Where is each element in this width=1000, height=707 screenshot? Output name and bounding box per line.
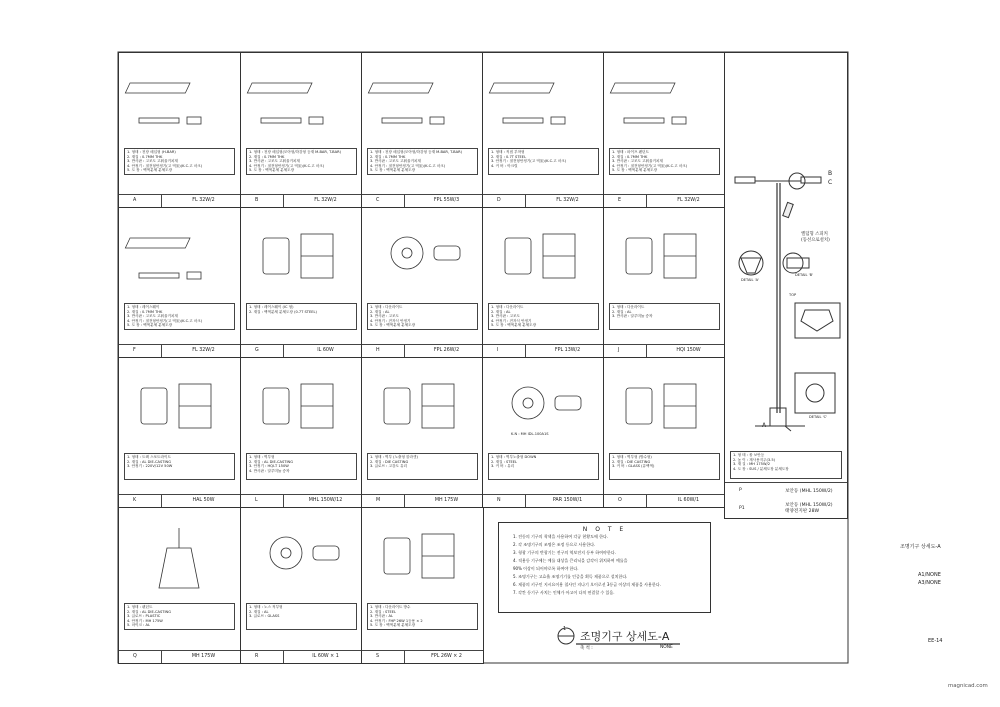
spec-line: 4. 커 버 : 아크릴 — [491, 163, 518, 168]
fixture-cell-j — [603, 207, 726, 358]
spec-line: 4. 안정기 : 전자식 안정기 — [370, 318, 411, 323]
fixture-name: FPL 26W × 2 — [431, 654, 462, 659]
footer-divider — [646, 495, 647, 507]
spec-line: 1. 형태 : 벽부형 — [249, 455, 275, 459]
spec-line: 5. 도 장 : 백색분체 분체도장 — [127, 323, 173, 328]
fixture-cell-g — [240, 207, 363, 358]
spec-box — [367, 603, 478, 630]
pole-name-p: 보안등 (MHL 150W/2) — [785, 489, 833, 494]
watermark: magnicad.com — [948, 683, 988, 689]
spec-line: 5. 도 장 : 백색분체 분체도장 — [612, 168, 658, 173]
fixture-sketch — [362, 208, 484, 298]
fixture-name: FL 32W/2 — [556, 198, 579, 203]
spec-line: 1. 형태 : 레이스웨이 — [127, 305, 160, 309]
footer-divider — [283, 345, 284, 357]
fixture-footer — [362, 650, 483, 663]
spec-line: 2. 재질 : STEEL — [491, 459, 518, 464]
fixture-sketch — [483, 53, 605, 143]
spec-box — [246, 603, 357, 630]
fixture-sketch — [119, 508, 241, 598]
pole-footer — [725, 482, 847, 521]
detail-c-label: DETAIL 'C' — [809, 415, 828, 419]
pole-spec-line: 3. 재 질 : MH 175W/2 — [733, 462, 771, 467]
fixture-cell-l — [240, 357, 363, 508]
spec-line: 1. 형태 : 트랙 스포트라이트 — [127, 455, 171, 459]
spec-line: 4. 안정기 : FHP 26W 1등용 × 2 — [370, 618, 423, 623]
fixture-footer — [604, 344, 725, 357]
spec-line: 2. 재질 : AL DIE-CASTING — [127, 609, 171, 614]
notes-list — [507, 533, 661, 597]
fixture-footer — [241, 650, 362, 663]
spec-line: 1. 형태 : 노스 직부형 — [249, 605, 283, 609]
pole-name-p1-solar: 태양전지판 28W — [785, 509, 820, 514]
spec-box — [246, 453, 357, 480]
spec-line: 3. 반사판 : 고조도 — [370, 314, 399, 319]
footer-divider — [525, 495, 526, 507]
fixture-name: HAL 50W — [192, 498, 215, 503]
title-number: 1 — [563, 626, 567, 632]
fixture-sketch — [119, 53, 241, 143]
spec-line: 2. 재질 : 0.7MM THK — [370, 154, 406, 159]
spec-line: 4. 안정기 : 전자식 안정기 — [491, 318, 532, 323]
spec-line: 1. 형태 : 천장 매입형 (H-BAR) — [127, 150, 176, 154]
fixture-code: S — [376, 654, 380, 659]
spec-line: 1. 형태 : 천장 매입형(모아형/하강형 등재 M-BAR, T-BAR) — [249, 150, 342, 154]
notes-box — [498, 522, 711, 613]
spec-line: 3. 반사판 : 고조도 고휘율거치재 — [249, 159, 300, 164]
fixture-name: FL 32W/2 — [192, 198, 215, 203]
footer-divider — [404, 345, 405, 357]
fixture-footer — [119, 650, 240, 663]
spec-line: 2. 재질 : AL DIE-CASTING — [249, 459, 293, 464]
fixture-sketch — [362, 53, 484, 143]
spec-box — [124, 603, 235, 630]
sheet-title: 조명기구 상세도-A — [580, 630, 670, 643]
note-item: 6. 제품의 키구인 지시요이용 철사인 지나기 오이로선 3등급 이상의 제품을 사용한다. — [513, 582, 661, 587]
footer-divider — [646, 345, 647, 357]
spec-line: 1. 형태 : 다운라이트 — [370, 305, 403, 309]
spec-line: 3. 안정기 : 220V/12V 50W — [127, 464, 173, 469]
fixture-code: Q — [133, 654, 137, 659]
speaker-label-2: (동선으로설치) — [801, 238, 830, 243]
spec-line: 5. 도 장 : 백색분체 분체도장 — [491, 323, 537, 328]
spec-line: 2. 재질 : AL — [370, 309, 390, 314]
footer-divider — [283, 651, 284, 663]
spec-line: 4. 안정기 : 절전형안정기(고 역율)(K.C.고 마크) — [370, 163, 446, 168]
spec-line: 3. 반사판 : 고조도 — [491, 314, 520, 319]
fixture-name: IL 60W × 1 — [312, 654, 339, 659]
fixture-sketch — [241, 508, 363, 598]
fixture-code: A — [133, 198, 137, 203]
pole-panel — [724, 52, 848, 519]
notes-header: N O T E — [582, 526, 627, 533]
spec-line: 2. 재질 : AL — [612, 309, 632, 314]
note-item: 4. 적용등 기구에는 예를 대상을 큰리닉을 감각이 위치하여 예를을 — [513, 558, 628, 563]
spec-line: 3. 글로브 : 고강도 유리 — [370, 464, 407, 469]
spec-line: 2. 재질 : 0.7MM THK — [127, 309, 163, 314]
fixture-footer — [119, 344, 240, 357]
pole-spec-box — [730, 451, 842, 479]
spec-line: 4. 반사판 : 알루미늄 증착 — [249, 468, 290, 473]
scale-value: NONE — [660, 645, 673, 650]
spec-line: 2. 재질 : STEEL — [370, 609, 397, 614]
spec-line: 2. 재질 : 0.7MM THK — [612, 154, 648, 159]
fixture-code: G — [255, 348, 259, 353]
fixture-cell-m — [361, 357, 484, 508]
note-item: 5. 조명기구는 고효율 조명기기를 인증을 획득 제품으로 설치한다. — [513, 574, 628, 579]
spec-line: 5. 도 장 : 백색분체 분체도장 — [370, 623, 416, 628]
spec-box — [609, 453, 720, 480]
footer-divider — [404, 651, 405, 663]
pole-label-c: C — [828, 179, 833, 186]
pole-label-a: A — [762, 422, 767, 429]
spec-line: 5. 도 장 : 백색분체 분체도장 — [127, 168, 173, 173]
spec-line: 4. 안정기 : MH 175W — [127, 618, 163, 623]
fixture-cell-d — [482, 52, 605, 208]
note-item: 7. 각칸 등기구 사치는 인체가 아고이 다치 연결할 수 있음. — [513, 590, 615, 595]
scale-a3: A3/NONE — [918, 580, 941, 586]
fixture-code: R — [255, 654, 259, 659]
spec-line: 2. 재질 : AL — [491, 309, 511, 314]
spec-line: 1. 형태 : 벽부형 (방수형) — [612, 455, 652, 459]
spec-line: 3. 글로브 : GLASS — [249, 614, 280, 619]
spec-line: 3. 반사판 : 고조도 고휘율거치재 — [127, 314, 178, 319]
drawing-name: 조명기구 상세도-A — [900, 544, 941, 550]
fixture-sketch — [483, 208, 605, 298]
spec-line: 1. 형태 : 천장 매입형(모아형/하강형 등재 M-BAR, T-BAR) — [370, 150, 463, 154]
top-label: TOP — [789, 293, 797, 297]
title-block — [550, 624, 710, 652]
fixture-name: IL 60W/1 — [677, 498, 700, 503]
pole-code-p: P — [739, 488, 742, 493]
fixture-sketch — [362, 358, 484, 448]
spec-line: 3. 반사판 : 고조도 고휘율거치재 — [370, 159, 421, 164]
spec-box — [609, 148, 720, 175]
spec-line: 3. 반사판 : 알루미늄 증착 — [612, 314, 653, 319]
footer-divider — [646, 195, 647, 207]
pole-name-p1: 보안등 (MHL 150W/2) — [785, 503, 833, 508]
fixture-code: I — [497, 348, 499, 353]
footer-divider — [161, 195, 162, 207]
spec-line: 3. 안정기 : 절전형안정기(고 역율)(K.C.고 마크) — [491, 159, 567, 164]
scale-label: 축 척 : — [580, 646, 593, 651]
pole-drawing — [725, 53, 849, 520]
fixture-code: J — [618, 348, 620, 353]
spec-line: 1. 형태 : 다운라이트 — [612, 305, 645, 309]
fixture-name: FPL 13W/2 — [554, 348, 581, 353]
spec-line: 3. 반사판 : 고조도 고휘율거치재 — [127, 159, 178, 164]
spec-box — [367, 148, 478, 175]
fixture-code: L — [255, 498, 258, 503]
fixture-code: N — [497, 498, 501, 503]
fixture-sketch — [241, 358, 363, 448]
spec-line: 1. 형태 : 벽부 (노출형 블라켓) — [370, 455, 418, 459]
fixture-code: K — [133, 498, 137, 503]
drawing-number: EE-14 — [928, 638, 943, 644]
fixture-sketch — [241, 53, 363, 143]
fixture-cell-k — [118, 357, 241, 508]
spec-line: 1. 형태 : 벽부노출형 DOWN — [491, 455, 537, 459]
spec-box — [609, 303, 720, 330]
fixture-code: E — [618, 198, 622, 203]
fixture-name: MH 175W — [434, 498, 459, 503]
spec-box — [488, 303, 599, 330]
footer-divider — [283, 495, 284, 507]
spec-line: 1. 형태 : 다운라이트 방수 — [370, 605, 411, 609]
spec-line: 4. 안정기 : 절전형안정기(고 역율)(K.C.고 마크) — [127, 318, 203, 323]
pole-spec-line: 4. 도 장 : SUS / 분체도장 분체도장 — [733, 466, 789, 471]
spec-box — [124, 148, 235, 175]
fixture-footer — [483, 344, 604, 357]
spec-line: 3. 반사판 : 고조도 고휘율거치재 — [612, 159, 663, 164]
spec-box — [124, 453, 235, 480]
fixture-cell-b — [240, 52, 363, 208]
fixture-cell-s — [361, 507, 484, 664]
spec-line: 2. 재질 : DIE CASTING — [370, 459, 409, 464]
fixture-sketch — [241, 208, 363, 298]
fixture-name: FL 32W/2 — [192, 348, 215, 353]
spec-line: 4. 안정기 : 절전형안정기(고 역율)(K.C.고 마크) — [249, 163, 325, 168]
note-item: 90% 이상이 되어야로록 하여야 한다. — [513, 566, 579, 571]
spec-line: 4. 안정기 : 절전형안정기(고 역율)(K.C.고 마크) — [127, 163, 203, 168]
fixture-name: IL 60W — [317, 348, 334, 353]
footer-divider — [161, 495, 162, 507]
spec-line: 5. 도 장 : 백색분체 분체도장 — [370, 323, 416, 328]
footer-divider — [404, 195, 405, 207]
pole-spec-line: 1. 형 태 : 폴 보안등 — [733, 453, 765, 457]
fixture-cell-r — [240, 507, 363, 664]
spec-line: 2. 재질 : AL — [249, 609, 269, 614]
fixture-footer — [362, 194, 483, 207]
fixture-code: H — [376, 348, 380, 353]
fixture-sketch — [362, 508, 484, 598]
fixture-code: C — [376, 198, 380, 203]
detail-a-label: DETAIL 'A' — [741, 278, 760, 282]
spec-box — [246, 303, 357, 330]
spec-line: 2. 재질 : 0.7T STEEL — [491, 154, 527, 159]
spec-line: 2. 재질 : 백색분체 분체도장 (0.7T STEEL) — [249, 309, 317, 314]
fixture-footer — [362, 494, 483, 507]
pole-code-p1: P1 — [739, 506, 745, 511]
spec-line: 2. 재질 : 0.7MM THK — [127, 154, 163, 159]
pole-spec-line: 2. 높 이 : 재사용지주(3.5) — [733, 457, 776, 462]
fixture-name: FL 32W/2 — [314, 198, 337, 203]
note-item: 1. 전등의 기구의 착색을 사용하여 각공 현황도에 한다. — [513, 534, 609, 539]
fixture-sketch — [119, 358, 241, 448]
fixture-name: MHL 150W/12 — [308, 498, 343, 503]
fixture-name: MH 175W — [191, 654, 216, 659]
footer-divider — [161, 651, 162, 663]
spec-line: 3. 안정기 : HQI-T 150W — [249, 464, 289, 469]
fixture-code: O — [618, 498, 622, 503]
fixture-name: FPL 55W/3 — [433, 198, 460, 203]
fixture-cell-h — [361, 207, 484, 358]
fixture-cell-n — [482, 357, 605, 508]
fixture-footer — [483, 494, 604, 507]
footer-divider — [525, 195, 526, 207]
fixture-footer — [119, 494, 240, 507]
speaker-label: 옐덤형 스피커 — [801, 232, 828, 237]
note-item: 3. 형광 기구의 반광기는 전구의 역보전지 등부 하여야한다. — [513, 550, 616, 555]
note-item: 2. 각 조명기구의 조명은 조정 등으로 사용한다. — [513, 542, 596, 547]
fixture-footer — [119, 194, 240, 207]
fixture-cell-a — [118, 52, 241, 208]
fixture-name: FL 32W/2 — [677, 198, 700, 203]
spec-box — [367, 453, 478, 480]
fixture-cell-f — [118, 207, 241, 358]
fixture-footer — [604, 194, 725, 207]
fixture-footer — [241, 344, 362, 357]
spec-line: 1. 형태 : 펜던트 — [127, 605, 153, 609]
spec-line: 5. 도 장 : 백색분체 분체도장 — [370, 168, 416, 173]
fixture-code: D — [497, 198, 501, 203]
fixture-name: HQI 150W — [676, 348, 701, 353]
footer-divider — [283, 195, 284, 207]
fixture-footer — [604, 494, 725, 507]
spec-line: 3. 커 버 : 유리 — [491, 464, 515, 469]
fixture-name: FPL 26W/2 — [433, 348, 460, 353]
spec-line: 5. 도 장 : 백색분체 분체도장 — [249, 168, 295, 173]
spec-line: 3. 커 버 : GLASS (유백색) — [612, 464, 655, 469]
fixture-sketch — [604, 53, 726, 143]
spec-line: 3. 글로브 : PLASTIC — [127, 614, 161, 619]
fixture-footer — [362, 344, 483, 357]
spec-line: 2. 재질 : AL DIE-CASTING — [127, 459, 171, 464]
fixture-code: F — [133, 348, 136, 353]
fixture-sketch — [604, 358, 726, 448]
fixture-footer — [241, 194, 362, 207]
detail-b-label: DETAIL 'B' — [795, 273, 814, 277]
fixture-cell-q — [118, 507, 241, 664]
fixture-caption: K.N : MH IDL-100A1S — [511, 432, 549, 436]
spec-line: 2. 재질 : DIE CASTING — [612, 459, 651, 464]
pole-label-b: B — [828, 170, 833, 177]
spec-box — [246, 148, 357, 175]
footer-divider — [525, 345, 526, 357]
fixture-code: B — [255, 198, 259, 203]
fixture-footer — [483, 194, 604, 207]
scale-a1: A1/NONE — [918, 572, 941, 578]
spec-box — [488, 453, 599, 480]
spec-line: 4. 안정기 : 절전형안정기(고 역율)(K.C.고 마크) — [612, 163, 688, 168]
spec-line: 3. 반사판 : AL — [370, 614, 393, 619]
footer-divider — [161, 345, 162, 357]
spec-box — [124, 303, 235, 330]
spec-line: 1. 형태 : 직접 부착형 — [491, 150, 525, 154]
footer-divider — [404, 495, 405, 507]
fixture-cell-i — [482, 207, 605, 358]
spec-line: 5. 마이크 : AL — [127, 623, 150, 628]
spec-box — [367, 303, 478, 330]
spec-box — [488, 148, 599, 175]
fixture-name: PAR 150W/1 — [552, 498, 583, 503]
fixture-cell-c — [361, 52, 484, 208]
spec-line: 1. 형태 : 파이프 펜던트 — [612, 150, 649, 154]
fixture-sketch — [119, 208, 241, 298]
spec-line: 2. 재질 : 0.7MM THK — [249, 154, 285, 159]
spec-line: 1. 형태 : 다운라이트 — [491, 305, 524, 309]
fixture-cell-e — [603, 52, 726, 208]
fixture-code: M — [376, 498, 381, 503]
fixture-cell-o — [603, 357, 726, 508]
spec-line: 1. 형태 : 레이스웨이 (IC 형) — [249, 305, 294, 309]
fixture-sketch — [604, 208, 726, 298]
fixture-footer — [241, 494, 362, 507]
